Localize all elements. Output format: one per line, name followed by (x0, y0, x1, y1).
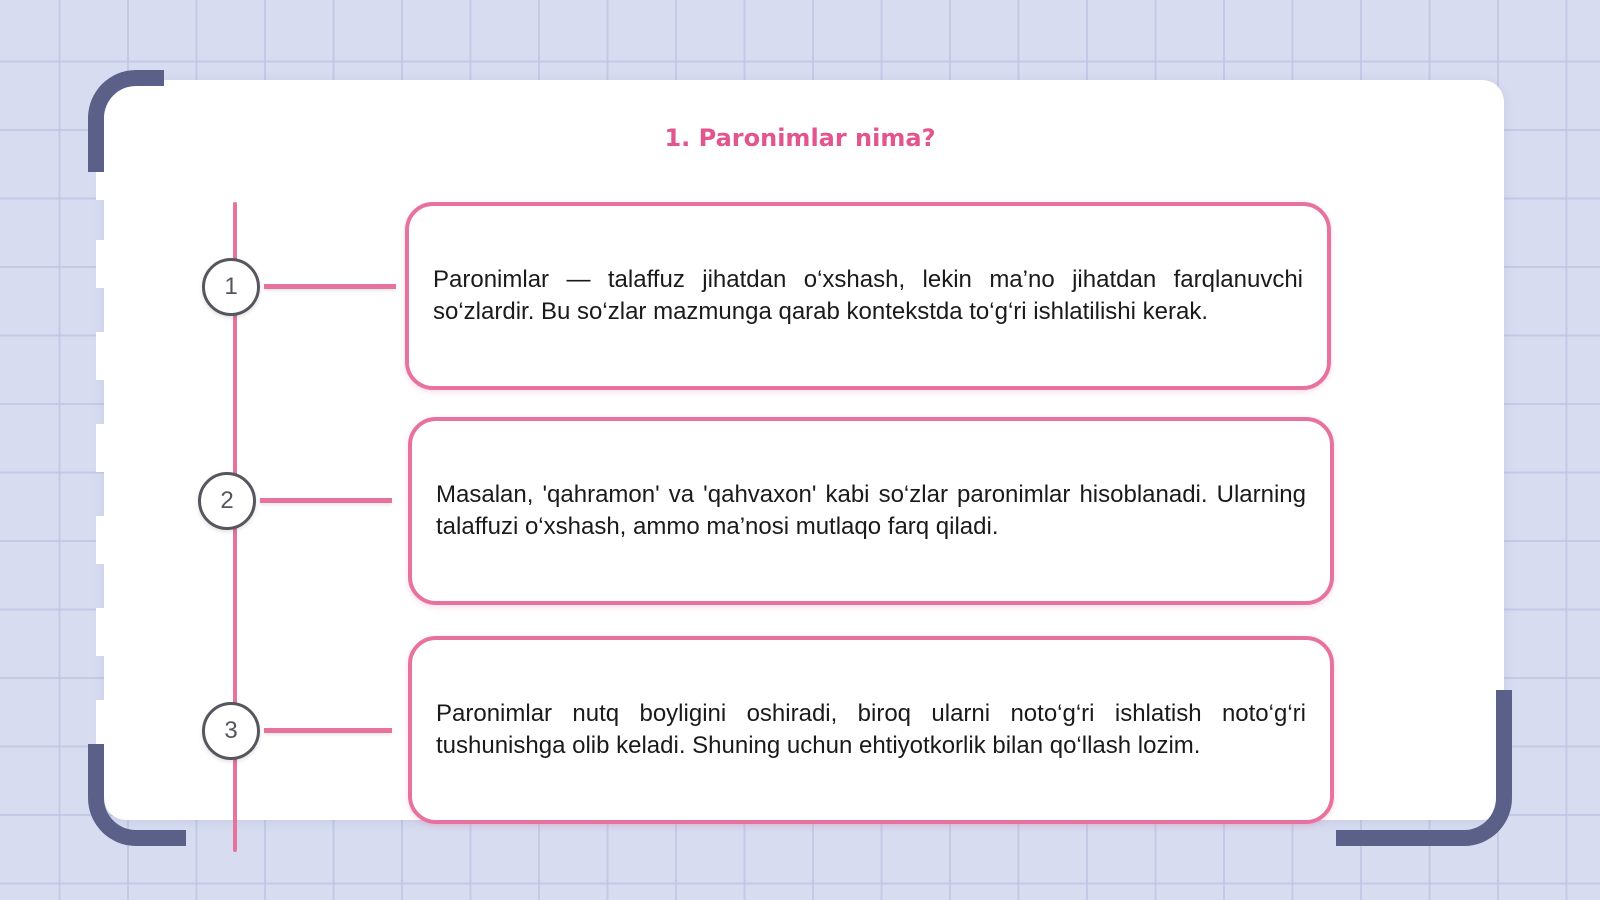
step-number-badge: 3 (202, 702, 260, 760)
corner-bracket-bottom-left (88, 744, 186, 846)
step-connector (264, 284, 396, 289)
step-card (408, 636, 1334, 824)
step-card (408, 417, 1334, 605)
step-number-badge: 2 (198, 472, 256, 530)
step-text: Paronimlar nutq boyligini oshiradi, biroq ularni noto‘g‘ri ishlatish noto‘g‘ri tushunishga olib keladi. Shuning uchun ehtiyotkorlik bilan qo‘llash lozim. (436, 700, 1306, 759)
step-number-badge: 1 (202, 258, 260, 316)
corner-bracket-top-left (88, 70, 164, 172)
corner-bracket-bottom-right (1336, 690, 1512, 846)
slide-title: 1. Paronimlar nima? (664, 124, 936, 152)
step-connector (264, 728, 392, 733)
step-text: Paronimlar — talaffuz jihatdan o‘xshash, lekin ma’no jihatdan farqlanuvchi so‘zlardir. Bu so‘zlar mazmunga qarab kontekstda to‘g‘ri ishlatilishi kerak. (433, 266, 1303, 325)
step-text: Masalan, 'qahramon' va 'qahvaxon' kabi so‘zlar paronimlar hisoblanadi. Ularning talaffuzi o‘xshash, ammo ma’nosi mutlaqo farq qiladi. (436, 481, 1306, 540)
step-card (405, 202, 1331, 390)
step-connector (260, 498, 392, 503)
